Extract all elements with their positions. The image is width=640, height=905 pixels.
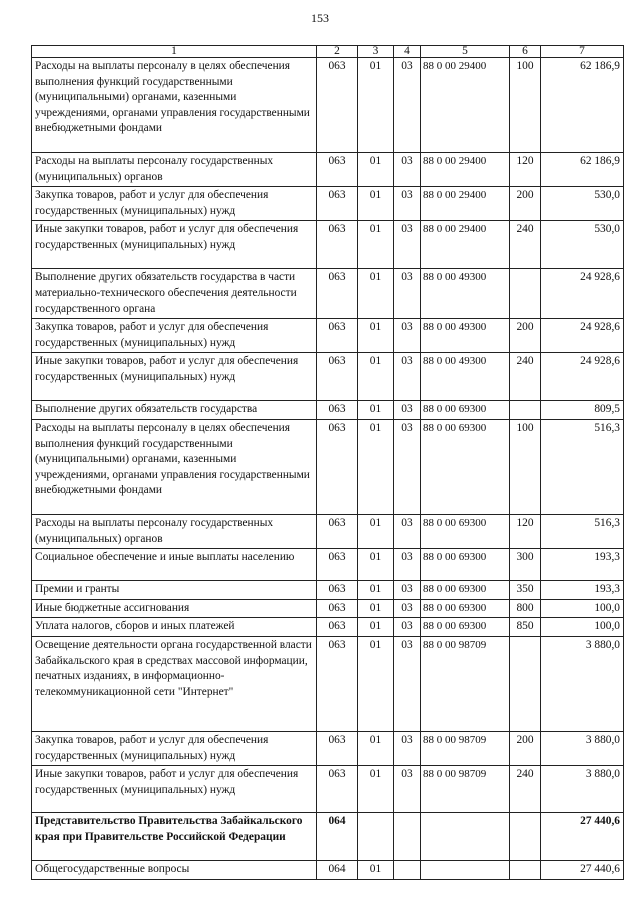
row-amount: 24 928,6: [541, 319, 624, 353]
header-cell-type: 6: [510, 46, 541, 58]
row-section: 01: [358, 187, 394, 221]
row-amount: 193,3: [541, 581, 624, 600]
row-amount: 530,0: [541, 221, 624, 269]
row-target: 88 0 00 69300: [421, 618, 510, 637]
table-row: [32, 766, 624, 813]
row-type: [510, 861, 541, 880]
row-target: 88 0 00 49300: [421, 269, 510, 319]
table-header-row: [32, 46, 624, 58]
row-section: 01: [358, 549, 394, 581]
row-target: 88 0 00 29400: [421, 221, 510, 269]
row-name: Представительство Правительства Забайкальского края при Правительстве Российской Федерации: [32, 813, 317, 861]
table-row: [32, 636, 624, 731]
row-type: 800: [510, 599, 541, 618]
table-row: [32, 353, 624, 401]
row-subsection: 03: [394, 353, 421, 401]
row-amount: 100,0: [541, 618, 624, 637]
table-row: [32, 419, 624, 514]
row-subsection: 03: [394, 514, 421, 548]
row-type: 200: [510, 731, 541, 765]
row-target: 88 0 00 49300: [421, 319, 510, 353]
row-subsection: 03: [394, 58, 421, 153]
header-cell-target: 5: [421, 46, 510, 58]
row-name: Социальное обеспечение и иные выплаты населению: [32, 549, 317, 581]
row-target: [421, 813, 510, 861]
row-ministry: 063: [317, 766, 358, 813]
table-row: [32, 514, 624, 548]
row-amount: 809,5: [541, 401, 624, 420]
row-name: Уплата налогов, сборов и иных платежей: [32, 618, 317, 637]
row-amount: 24 928,6: [541, 269, 624, 319]
row-ministry: 063: [317, 549, 358, 581]
row-subsection: 03: [394, 269, 421, 319]
header-cell-ministry: 2: [317, 46, 358, 58]
row-amount: 62 186,9: [541, 153, 624, 187]
row-section: 01: [358, 419, 394, 514]
row-section: 01: [358, 221, 394, 269]
row-section: 01: [358, 269, 394, 319]
row-name: Расходы на выплаты персоналу в целях обеспечения выполнения функций государственными (муниципальными) органами, казенными учреждениями, органами управления государственными внебюджетными фондами: [32, 419, 317, 514]
row-section: 01: [358, 599, 394, 618]
header-cell-amount: 7: [541, 46, 624, 58]
table-row: [32, 861, 624, 880]
row-target: 88 0 00 98709: [421, 636, 510, 731]
table-row: [32, 549, 624, 581]
row-amount: 3 880,0: [541, 636, 624, 731]
row-name: Иные закупки товаров, работ и услуг для обеспечения государственных (муниципальных) нужд: [32, 353, 317, 401]
row-name: Расходы на выплаты персоналу в целях обеспечения выполнения функций государственными (муниципальными) органами, казенными учреждениями, органами управления государственными внебюджетными фондами: [32, 58, 317, 153]
table-row: [32, 319, 624, 353]
header-cell-section: 3: [358, 46, 394, 58]
table-row: [32, 618, 624, 637]
row-type: 850: [510, 618, 541, 637]
row-ministry: 063: [317, 581, 358, 600]
row-ministry: 063: [317, 599, 358, 618]
row-target: 88 0 00 98709: [421, 766, 510, 813]
row-target: 88 0 00 29400: [421, 153, 510, 187]
row-ministry: 063: [317, 419, 358, 514]
table-row: [32, 401, 624, 420]
row-section: [358, 813, 394, 861]
table-row: [32, 221, 624, 269]
row-type: 240: [510, 766, 541, 813]
row-ministry: 063: [317, 353, 358, 401]
row-target: 88 0 00 29400: [421, 187, 510, 221]
row-ministry: 063: [317, 153, 358, 187]
row-ministry: 063: [317, 221, 358, 269]
row-type: 120: [510, 153, 541, 187]
row-subsection: 03: [394, 549, 421, 581]
row-type: 300: [510, 549, 541, 581]
page-number: 153: [311, 11, 329, 25]
row-amount: 516,3: [541, 514, 624, 548]
table-row-department: [32, 813, 624, 861]
row-section: 01: [358, 319, 394, 353]
row-subsection: 03: [394, 221, 421, 269]
row-type: 100: [510, 419, 541, 514]
row-section: 01: [358, 153, 394, 187]
row-section: 01: [358, 618, 394, 637]
row-section: 01: [358, 514, 394, 548]
row-section: 01: [358, 353, 394, 401]
row-target: [421, 861, 510, 880]
row-ministry: 063: [317, 618, 358, 637]
row-amount: 530,0: [541, 187, 624, 221]
row-amount: 3 880,0: [541, 731, 624, 765]
row-target: 88 0 00 69300: [421, 581, 510, 600]
row-amount: 62 186,9: [541, 58, 624, 153]
row-section: 01: [358, 766, 394, 813]
row-subsection: 03: [394, 419, 421, 514]
row-name: Иные бюджетные ассигнования: [32, 599, 317, 618]
row-name: Иные закупки товаров, работ и услуг для обеспечения государственных (муниципальных) нужд: [32, 766, 317, 813]
row-name: Иные закупки товаров, работ и услуг для обеспечения государственных (муниципальных) нужд: [32, 221, 317, 269]
row-subsection: 03: [394, 766, 421, 813]
row-type: 120: [510, 514, 541, 548]
row-ministry: 064: [317, 861, 358, 880]
row-amount: 27 440,6: [541, 861, 624, 880]
table-row: [32, 269, 624, 319]
row-target: 88 0 00 29400: [421, 58, 510, 153]
row-amount: 3 880,0: [541, 766, 624, 813]
row-amount: 516,3: [541, 419, 624, 514]
row-type: 200: [510, 187, 541, 221]
table-row: [32, 581, 624, 600]
table-row: [32, 58, 624, 153]
row-subsection: 03: [394, 581, 421, 600]
row-ministry: 063: [317, 514, 358, 548]
row-section: 01: [358, 731, 394, 765]
row-ministry: 063: [317, 319, 358, 353]
row-amount: 24 928,6: [541, 353, 624, 401]
row-name: Расходы на выплаты персоналу государственных (муниципальных) органов: [32, 514, 317, 548]
row-section: 01: [358, 58, 394, 153]
header-cell-name: 1: [32, 46, 317, 58]
row-target: 88 0 00 69300: [421, 419, 510, 514]
row-type: [510, 636, 541, 731]
row-subsection: [394, 861, 421, 880]
row-name: Освещение деятельности органа государственной власти Забайкальского края в средствах массовой информации, печатных изданиях, в информационно-телекоммуникационной сети "Интернет": [32, 636, 317, 731]
row-amount: 27 440,6: [541, 813, 624, 861]
row-type: [510, 401, 541, 420]
row-ministry: 063: [317, 58, 358, 153]
row-name: Выполнение других обязательств государства: [32, 401, 317, 420]
row-amount: 193,3: [541, 549, 624, 581]
table-row: [32, 153, 624, 187]
row-target: 88 0 00 69300: [421, 514, 510, 548]
row-section: 01: [358, 861, 394, 880]
row-name: Выполнение других обязательств государства в части материально-технического обеспечения деятельности государственного органа: [32, 269, 317, 319]
table-row: [32, 731, 624, 765]
row-subsection: 03: [394, 599, 421, 618]
row-target: 88 0 00 98709: [421, 731, 510, 765]
table-row: [32, 187, 624, 221]
row-subsection: 03: [394, 401, 421, 420]
row-type: [510, 269, 541, 319]
row-name: Премии и гранты: [32, 581, 317, 600]
row-type: 100: [510, 58, 541, 153]
row-name: Закупка товаров, работ и услуг для обеспечения государственных (муниципальных) нужд: [32, 731, 317, 765]
row-subsection: 03: [394, 153, 421, 187]
row-ministry: 064: [317, 813, 358, 861]
row-type: [510, 813, 541, 861]
row-type: 200: [510, 319, 541, 353]
budget-table: [31, 45, 624, 880]
row-type: 240: [510, 221, 541, 269]
row-subsection: 03: [394, 319, 421, 353]
row-ministry: 063: [317, 731, 358, 765]
row-section: 01: [358, 401, 394, 420]
row-target: 88 0 00 69300: [421, 401, 510, 420]
row-ministry: 063: [317, 636, 358, 731]
row-name: Расходы на выплаты персоналу государственных (муниципальных) органов: [32, 153, 317, 187]
header-cell-subsection: 4: [394, 46, 421, 58]
row-ministry: 063: [317, 269, 358, 319]
row-subsection: 03: [394, 731, 421, 765]
row-target: 88 0 00 49300: [421, 353, 510, 401]
row-subsection: 03: [394, 187, 421, 221]
row-target: 88 0 00 69300: [421, 549, 510, 581]
row-subsection: [394, 813, 421, 861]
table-row: [32, 599, 624, 618]
row-name: Закупка товаров, работ и услуг для обеспечения государственных (муниципальных) нужд: [32, 187, 317, 221]
row-type: 240: [510, 353, 541, 401]
row-target: 88 0 00 69300: [421, 599, 510, 618]
row-subsection: 03: [394, 618, 421, 637]
row-ministry: 063: [317, 187, 358, 221]
row-type: 350: [510, 581, 541, 600]
row-subsection: 03: [394, 636, 421, 731]
row-section: 01: [358, 581, 394, 600]
row-amount: 100,0: [541, 599, 624, 618]
row-ministry: 063: [317, 401, 358, 420]
row-section: 01: [358, 636, 394, 731]
row-name: Закупка товаров, работ и услуг для обеспечения государственных (муниципальных) нужд: [32, 319, 317, 353]
row-name: Общегосударственные вопросы: [32, 861, 317, 880]
